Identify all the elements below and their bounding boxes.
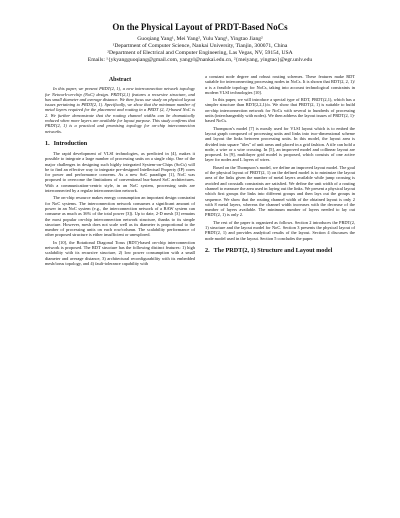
section-2-number: 2. [205, 246, 210, 254]
paragraph: In this paper, we will introduce a special type of RDT, PRDT(2,1), which has a simpler structure than RDT(2,2,1)/α. We show that PRDT(2, 1) is suitable to build on-chip interconnection network for NoCs with several to hundreds of processing units (interchangeably with nodes). We then address the layout issues of PRDT(2, 1)-based NoCs. [205, 97, 355, 124]
author-block [45, 36, 355, 64]
paragraph: Thompson’s model [7] is mostly used for VLSI layout which is to embed the layout graph composed of processing units and links into two-dimensional scheme and layout the links between processing units. In this model, the layout area is divided into square "tiles" of unit areas and placed in a grid fashion. A tile can hold a node, a wire or a wire crossing. In [5], an improved model and collinear layout are proposed. In [9], multilayer grid model is proposed, which consists of one active layer for nodes and L layers of wires. [205, 125, 355, 163]
paragraph: The rest of the paper is organized as follows. Section 2 introduces the PRDT(2, 1) structure and the layout model for NoC. Section 3 presents the physical layout of PRDT(2, 1) and provides analytical results of the layout. Section 4 discusses the node model used in the layout. Section 5 concludes the paper. [205, 219, 355, 241]
right-column [205, 74, 355, 268]
affiliation-2: ²Department of Electrical and Computer Engineering, Las Vegas, NV, 59154, USA [107, 50, 293, 56]
section-2-title: The PRDT(2, 1) Structure and Layout model [213, 246, 333, 254]
section-1-number: 1. [45, 139, 50, 147]
left-column [45, 74, 195, 268]
paragraph: The on-chip resource makes energy consumption an important design constraint for NoC systems. The interconnection network consumes a significant amount of power in an NoC system (e.g., the interconnection network of a RAW system can consume as much as 36% of the total power [3]). Up to date, 2-D mesh [3] remains the most popular on-chip interconnection network structure, thanks to its simple structure. However, mesh does not scale well as its diameter is proportional to the number of processing units on each row/column. The scalability performance of other proposed structure is either insufficient or unexplored. [45, 195, 195, 238]
paper-title: On the Physical Layout of PRDT-Based NoCs [112, 22, 288, 32]
author-emails: Emails: ¹{ykyangguoqiang@gmail.com, yangyl@nankai.edu.cn, ²{meiyang, yingtao}@egr.unlv.edu [87, 57, 313, 63]
affiliation-1: ¹Department of Computer Science, Nankai University, Tianjin, 300071, China [112, 43, 288, 49]
abstract-heading: Abstract [108, 77, 132, 83]
paragraph: The rapid development of VLSI technologies, as predicted in [4], makes it possible to integrate a large number of processing units on a single chip. One of the major challenges in designing such highly integrated System-on-Chips (SoCs) will be to find an effective way to integrate pre-designed Intellectual Property (IP) cores for power and performance concerns. As a new SoC paradigm [1], NoC was proposed to overcome the limitations of conventional bus-based SoC architectures. With a communication-centric style, in an NoC system, processing units are interconnected by a regular interconnection network. [45, 150, 195, 194]
paragraph: In [10], the Rotational Diagonal Torus (RDT)-based on-chip interconnection network is proposed. The RDT structure has the following distinct features: 1) high scalability with its recursive structure, 2) low power consumption with a small diameter and average distance, 3) architectural reconfigurability with its embedded mesh/torus topology, and 4) fault-tolerance capability with [45, 239, 195, 266]
abstract-text: In this paper, we present PRDT(2, 1), a new interconnection network topology for Network-on-chip (NoC) design. PRDT(2,1) features a recursive structure, and has small diameter and average distance. We then focus our study on physical layout issues pertaining to PRDT(2, 1). Specifically, we show that the minimum number of metal layers required for the placement and routing in a PRDT (2, 1)-based NoC is 2. We further demonstrate that the routing channel widths can be dramatically reduced when more layers are available for layout purpose. This study confirms that PRDT(2, 1) is a practical and promising topology for on-chip interconnection networks. [45, 86, 195, 134]
author-names: Guoqiang Yang¹, Mei Yang², Yulu Yang¹, Yingtao Jiang² [137, 36, 263, 42]
paragraph: Based on the Thompson’s model, we define an improved layout model. The goal of the physical layout of PRDT(2, 1) on the defined model is to minimize the layout area of the links given the number of metal layers available while jump crossing is avoided and crosstalk constraints are satisfied. We define the unit width of a routing channel to measure the area used in laying out the links. We present a physical layout which first groups the links into different groups and then lays out the groups in sequence. We show that the routing channel width of the obtained layout is only 2 with 8 metal layers, whereas the channel width increases with the decrease of the number of layers available. The minimum number of layers needed to lay out PRDT(2, 1) is only 2. [205, 164, 355, 218]
two-column-body [45, 74, 355, 268]
section-1-title: Introduction [53, 139, 88, 147]
paragraph: a constant node degree and robust routing schemes. These features make RDT suitable for interconnecting processing nodes in NoCs. It is shown that RDT(2, 2, 1)/α is a feasible topology for NoCs, taking into account technological constraints in modern VLSI technologies [10]. [205, 74, 355, 95]
section-2-heading [205, 247, 355, 254]
section-1-heading [45, 140, 195, 147]
